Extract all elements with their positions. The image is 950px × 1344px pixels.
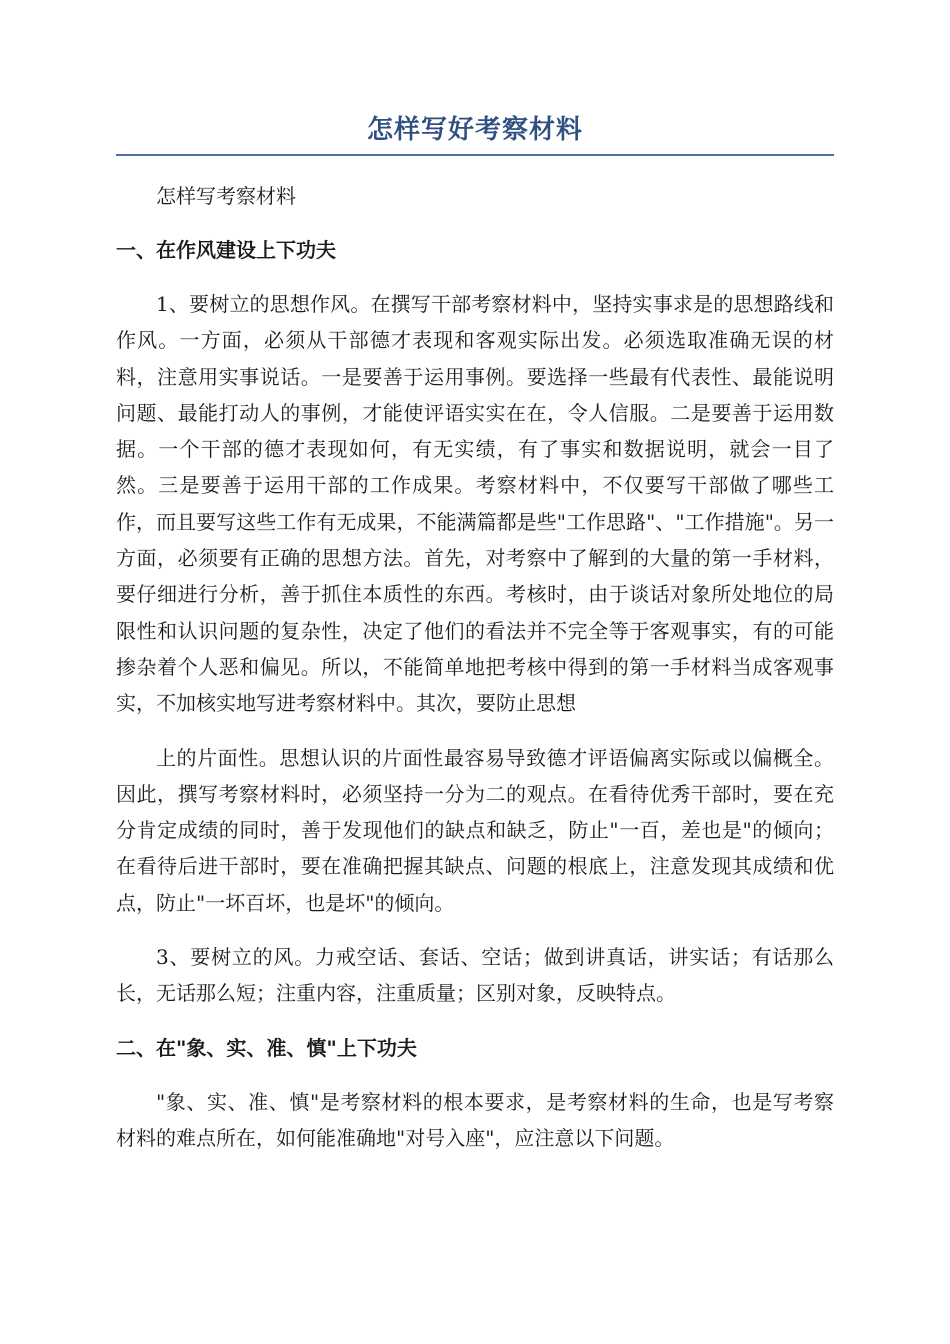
section-heading-1: 一、在作风建设上下功夫 — [116, 238, 336, 262]
section-1-paragraph-2: 上的片面性。思想认识的片面性最容易导致德才评语偏离实际或以偏概全。因此，撰写考察材料时，必须坚持一分为二的观点。在看待优秀干部时，要在充分肯定成绩的同时，善于发现他们的缺点和缺乏，防止"一百，差也是"的倾向；在看待后进干部时，要在准确把握其缺点、问题的根底上，注意发现其成绩和优点，防止"一坏百坏，也是坏"的倾向。 — [116, 745, 834, 915]
section-1-paragraph-1: 1、要树立的思想作风。在撰写干部考察材料中，坚持实事求是的思想路线和作风。一方面，必须从干部德才表现和客观实际出发。必须选取准确无误的材料，注意用实事说话。一是要善于运用事例。要选择一些最有代表性、最能说明问题、最能打动人的事例，才能使评语实实在在，令人信服。二是要善于运用数据。一个干部的德才表现如何，有无实绩，有了事实和数据说明，就会一目了然。三是要善于运用干部的工作成果。考察材料中，不仅要写干部做了哪些工作，而且要写这些工作有无成果，不能满篇都是些"工作思路"、"工作措施"。另一方面，必须要有正确的思想方法。首先，对考察中了解到的大量的第一手材料，要仔细进行分析，善于抓住本质性的东西。考核时，由于谈话对象所处地位的局限性和认识问题的复杂性，决定了他们的看法并不完全等于客观事实，有的可能掺杂着个人恶和偏见。所以，不能简单地把考核中得到的第一手材料当成客观事实，不加核实地写进考察材料中。其次，要防止思想 — [116, 292, 834, 716]
document-page — [116, 110, 834, 1156]
document-title: 怎样写好考察材料 — [366, 115, 583, 145]
document-subtitle: 怎样写考察材料 — [156, 184, 296, 208]
section-1-paragraph-3: 3、要树立的风。力戒空话、套话、空话；做到讲真话，讲实话；有话那么长，无话那么短；注重内容，注重质量；区别对象，反映特点。 — [116, 945, 834, 1006]
section-2-paragraph-1: "象、实、准、慎"是考察材料的根本要求，是考察材料的生命，也是写考察材料的难点所在，如何能准确地"对号入座"，应注意以下问题。 — [116, 1089, 834, 1150]
title-underline — [116, 154, 834, 156]
section-heading-2: 二、在"象、实、准、慎"上下功夫 — [116, 1035, 417, 1060]
